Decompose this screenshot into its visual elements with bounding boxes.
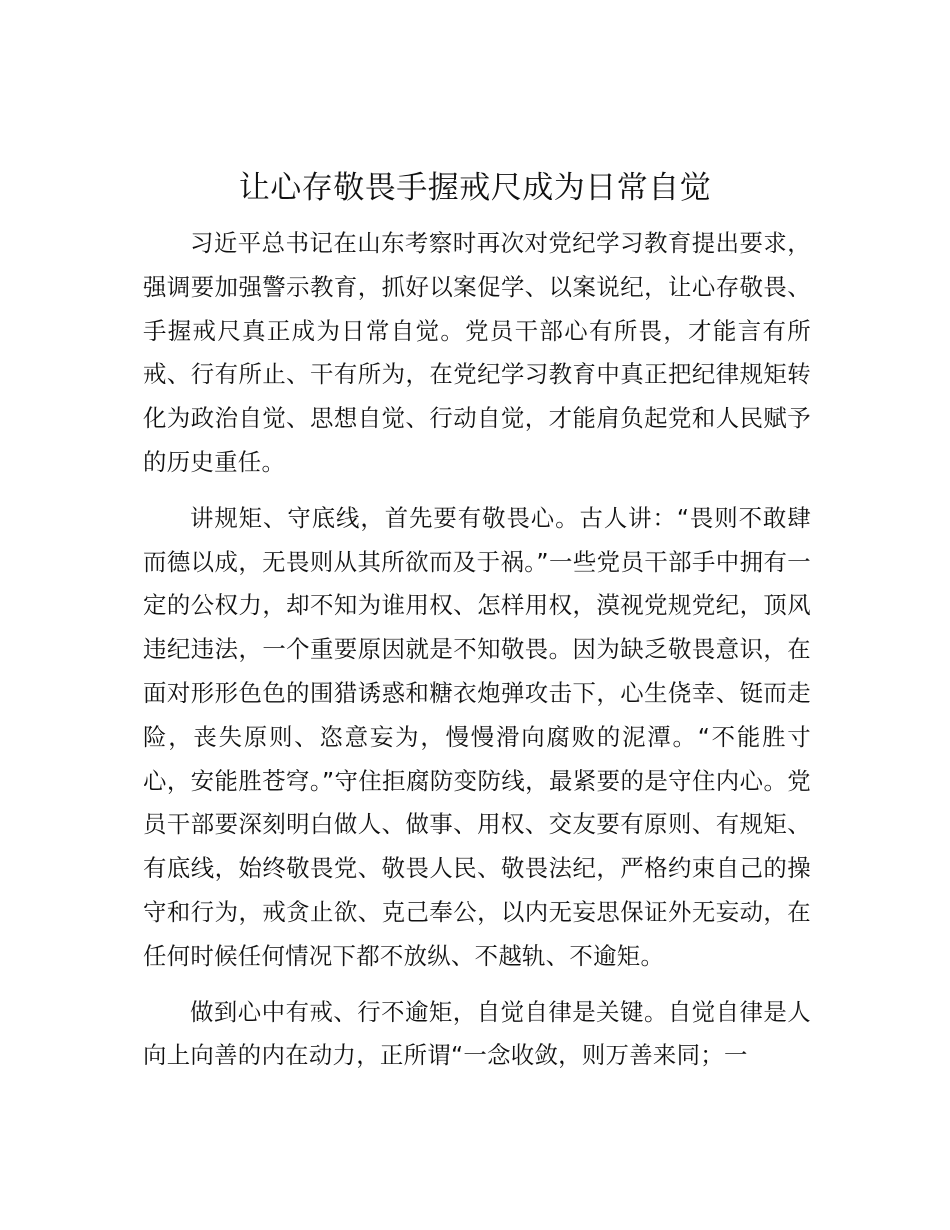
paragraph-3: 做到心中有戒、行不逾矩，自觉自律是关键。自觉自律是人向上向善的内在动力，正所谓“一念收敛，则万善来同；一	[143, 997, 811, 1070]
document-title: 让心存敬畏手握戒尺成为日常自觉	[238, 170, 712, 206]
paragraph-2: 讲规矩、守底线，首先要有敬畏心。古人讲：“畏则不敢肆而德以成，无畏则从其所欲而及于祸。”一些党员干部手中拥有一定的公权力，却不知为谁用权、怎样用权，漠视党规党纪，顶风违纪违法，一个重要原因就是不知敬畏。因为缺乏敬畏意识，在面对形形色色的围猎诱惑和糖衣炮弹攻击下，心生侥幸、铤而走险，丧失原则、恣意妄为，慢慢滑向腐败的泥潭。“不能胜寸心，安能胜苍穹。”守住拒腐防变防线，最紧要的是守住内心。党员干部要深刻明白做人、做事、用权、交友要有原则、有规矩、有底线，始终敬畏党、敬畏人民、敬畏法纪，严格约束自己的操守和行为，戒贪止欲、克己奉公，以内无妄思保证外无妄动，在任何时候任何情况下都不放纵、不越轨、不逾矩。	[143, 503, 811, 970]
document-body	[143, 222, 811, 1090]
paragraph-1: 习近平总书记在山东考察时再次对党纪学习教育提出要求，强调要加强警示教育，抓好以案促学、以案说纪，让心存敬畏、手握戒尺真正成为日常自觉。党员干部心有所畏，才能言有所戒、行有所止、干有所为，在党纪学习教育中真正把纪律规矩转化为政治自觉、思想自觉、行动自觉，才能肩负起党和人民赋予的历史重任。	[143, 229, 811, 476]
